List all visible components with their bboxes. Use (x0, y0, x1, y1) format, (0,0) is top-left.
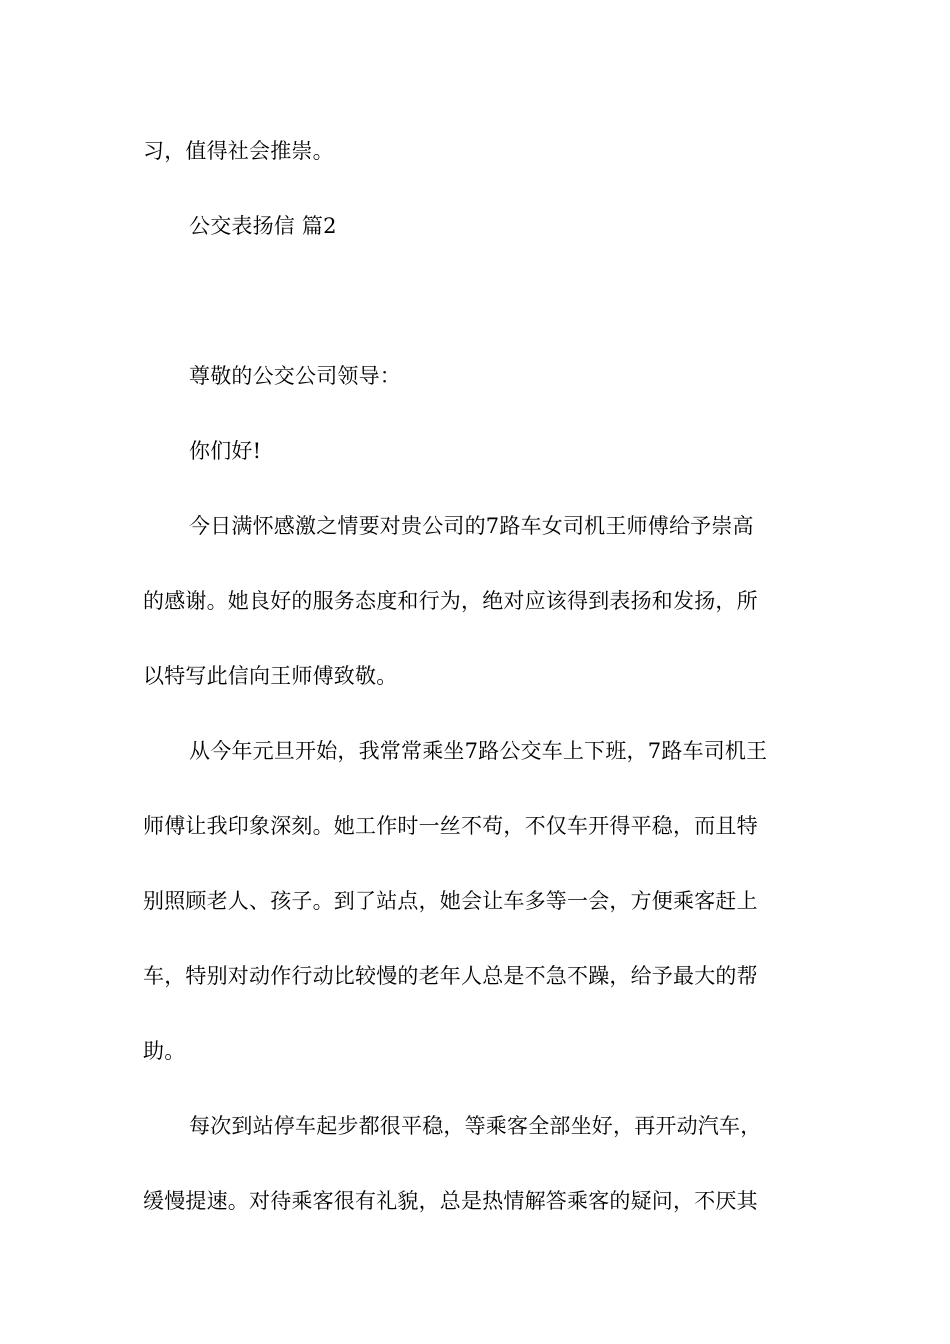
paragraph-2-line-4: 车，特别对动作行动比较慢的老年人总是不急不躁，给予最大的帮 (143, 964, 758, 988)
paragraph-2-line-2: 师傅让我印象深刻。她工作时一丝不苟，不仅车开得平稳，而且特 (143, 814, 758, 838)
paragraph-2-line-3: 别照顾老人、孩子。到了站点，她会让车多等一会，方便乘客赶上 (143, 889, 758, 913)
paragraph-1-line-2: 的感谢。她良好的服务态度和行为，绝对应该得到表扬和发扬，所 (143, 589, 758, 613)
section-heading: 公交表扬信 篇2 (189, 214, 337, 238)
text-line-continuation: 习，值得社会推崇。 (143, 139, 334, 163)
salutation: 尊敬的公交公司领导： (189, 364, 401, 388)
paragraph-3-line-1: 每次到站停车起步都很平稳，等乘客全部坐好，再开动汽车， (189, 1114, 762, 1138)
paragraph-2-line-1: 从今年元旦开始，我常常乘坐7路公交车上下班，7路车司机王 (189, 739, 768, 763)
paragraph-3-line-2: 缓慢提速。对待乘客很有礼貌，总是热情解答乘客的疑问，不厌其 (143, 1189, 758, 1213)
greeting: 你们好! (189, 439, 262, 463)
paragraph-2-line-5: 助。 (143, 1039, 186, 1063)
paragraph-1-line-3: 以特写此信向王师傅致敬。 (143, 664, 398, 688)
paragraph-1-line-1: 今日满怀感激之情要对贵公司的7路车女司机王师傅给予崇高 (189, 514, 754, 538)
